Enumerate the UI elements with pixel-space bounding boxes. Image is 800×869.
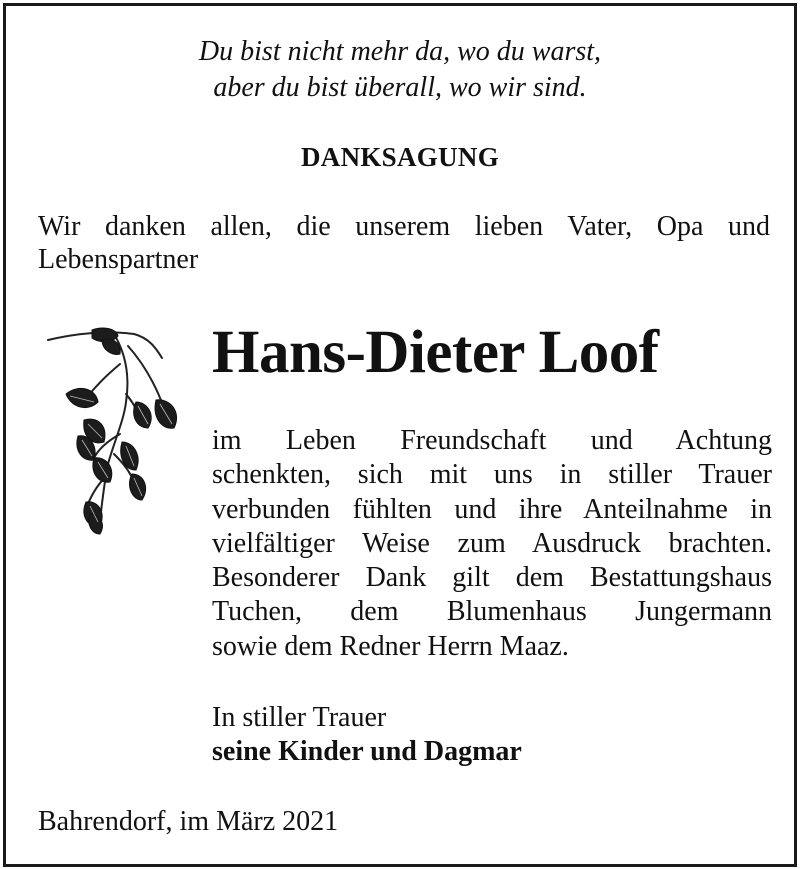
signature: seine Kinder und Dagmar: [212, 736, 522, 767]
intro-line-1: Wir danken allen, die unserem lieben Vater, Opa und: [38, 211, 770, 242]
body-line: sowie dem Redner Herrn Maaz.: [212, 630, 569, 662]
motto-line-2: aber du bist überall, wo wir sind.: [213, 72, 587, 103]
body-line: Besonderer Dank gilt dem Bestattungshaus: [212, 562, 772, 594]
obituary-notice: [3, 3, 797, 867]
body-line: im Leben Freundschaft und Achtung: [212, 425, 772, 456]
notice-heading: DANKSAGUNG: [300, 142, 499, 172]
intro-line-2: Lebenspartner: [38, 244, 199, 275]
closing-block: [212, 701, 522, 769]
place-date: Bahrendorf, im März 2021: [38, 806, 339, 837]
body-line: Tuchen, dem Blumenhaus Jungermann: [212, 596, 772, 628]
motto-line-1: Du bist nicht mehr da, wo du warst,: [198, 36, 602, 67]
body-line: schenkten, sich mit uns in stiller Trauer: [212, 459, 772, 491]
birch-branch-icon: [44, 324, 194, 544]
body-line: vielfältiger Weise zum Ausdruck brachten.: [212, 527, 772, 559]
deceased-name: Hans-Dieter Loof: [212, 319, 659, 386]
closing-line: In stiller Trauer: [212, 702, 387, 733]
intro-text: [38, 210, 770, 276]
thanks-body: [212, 424, 772, 664]
body-line: verbunden fühlten und ihre Anteilnahme in: [212, 493, 772, 525]
